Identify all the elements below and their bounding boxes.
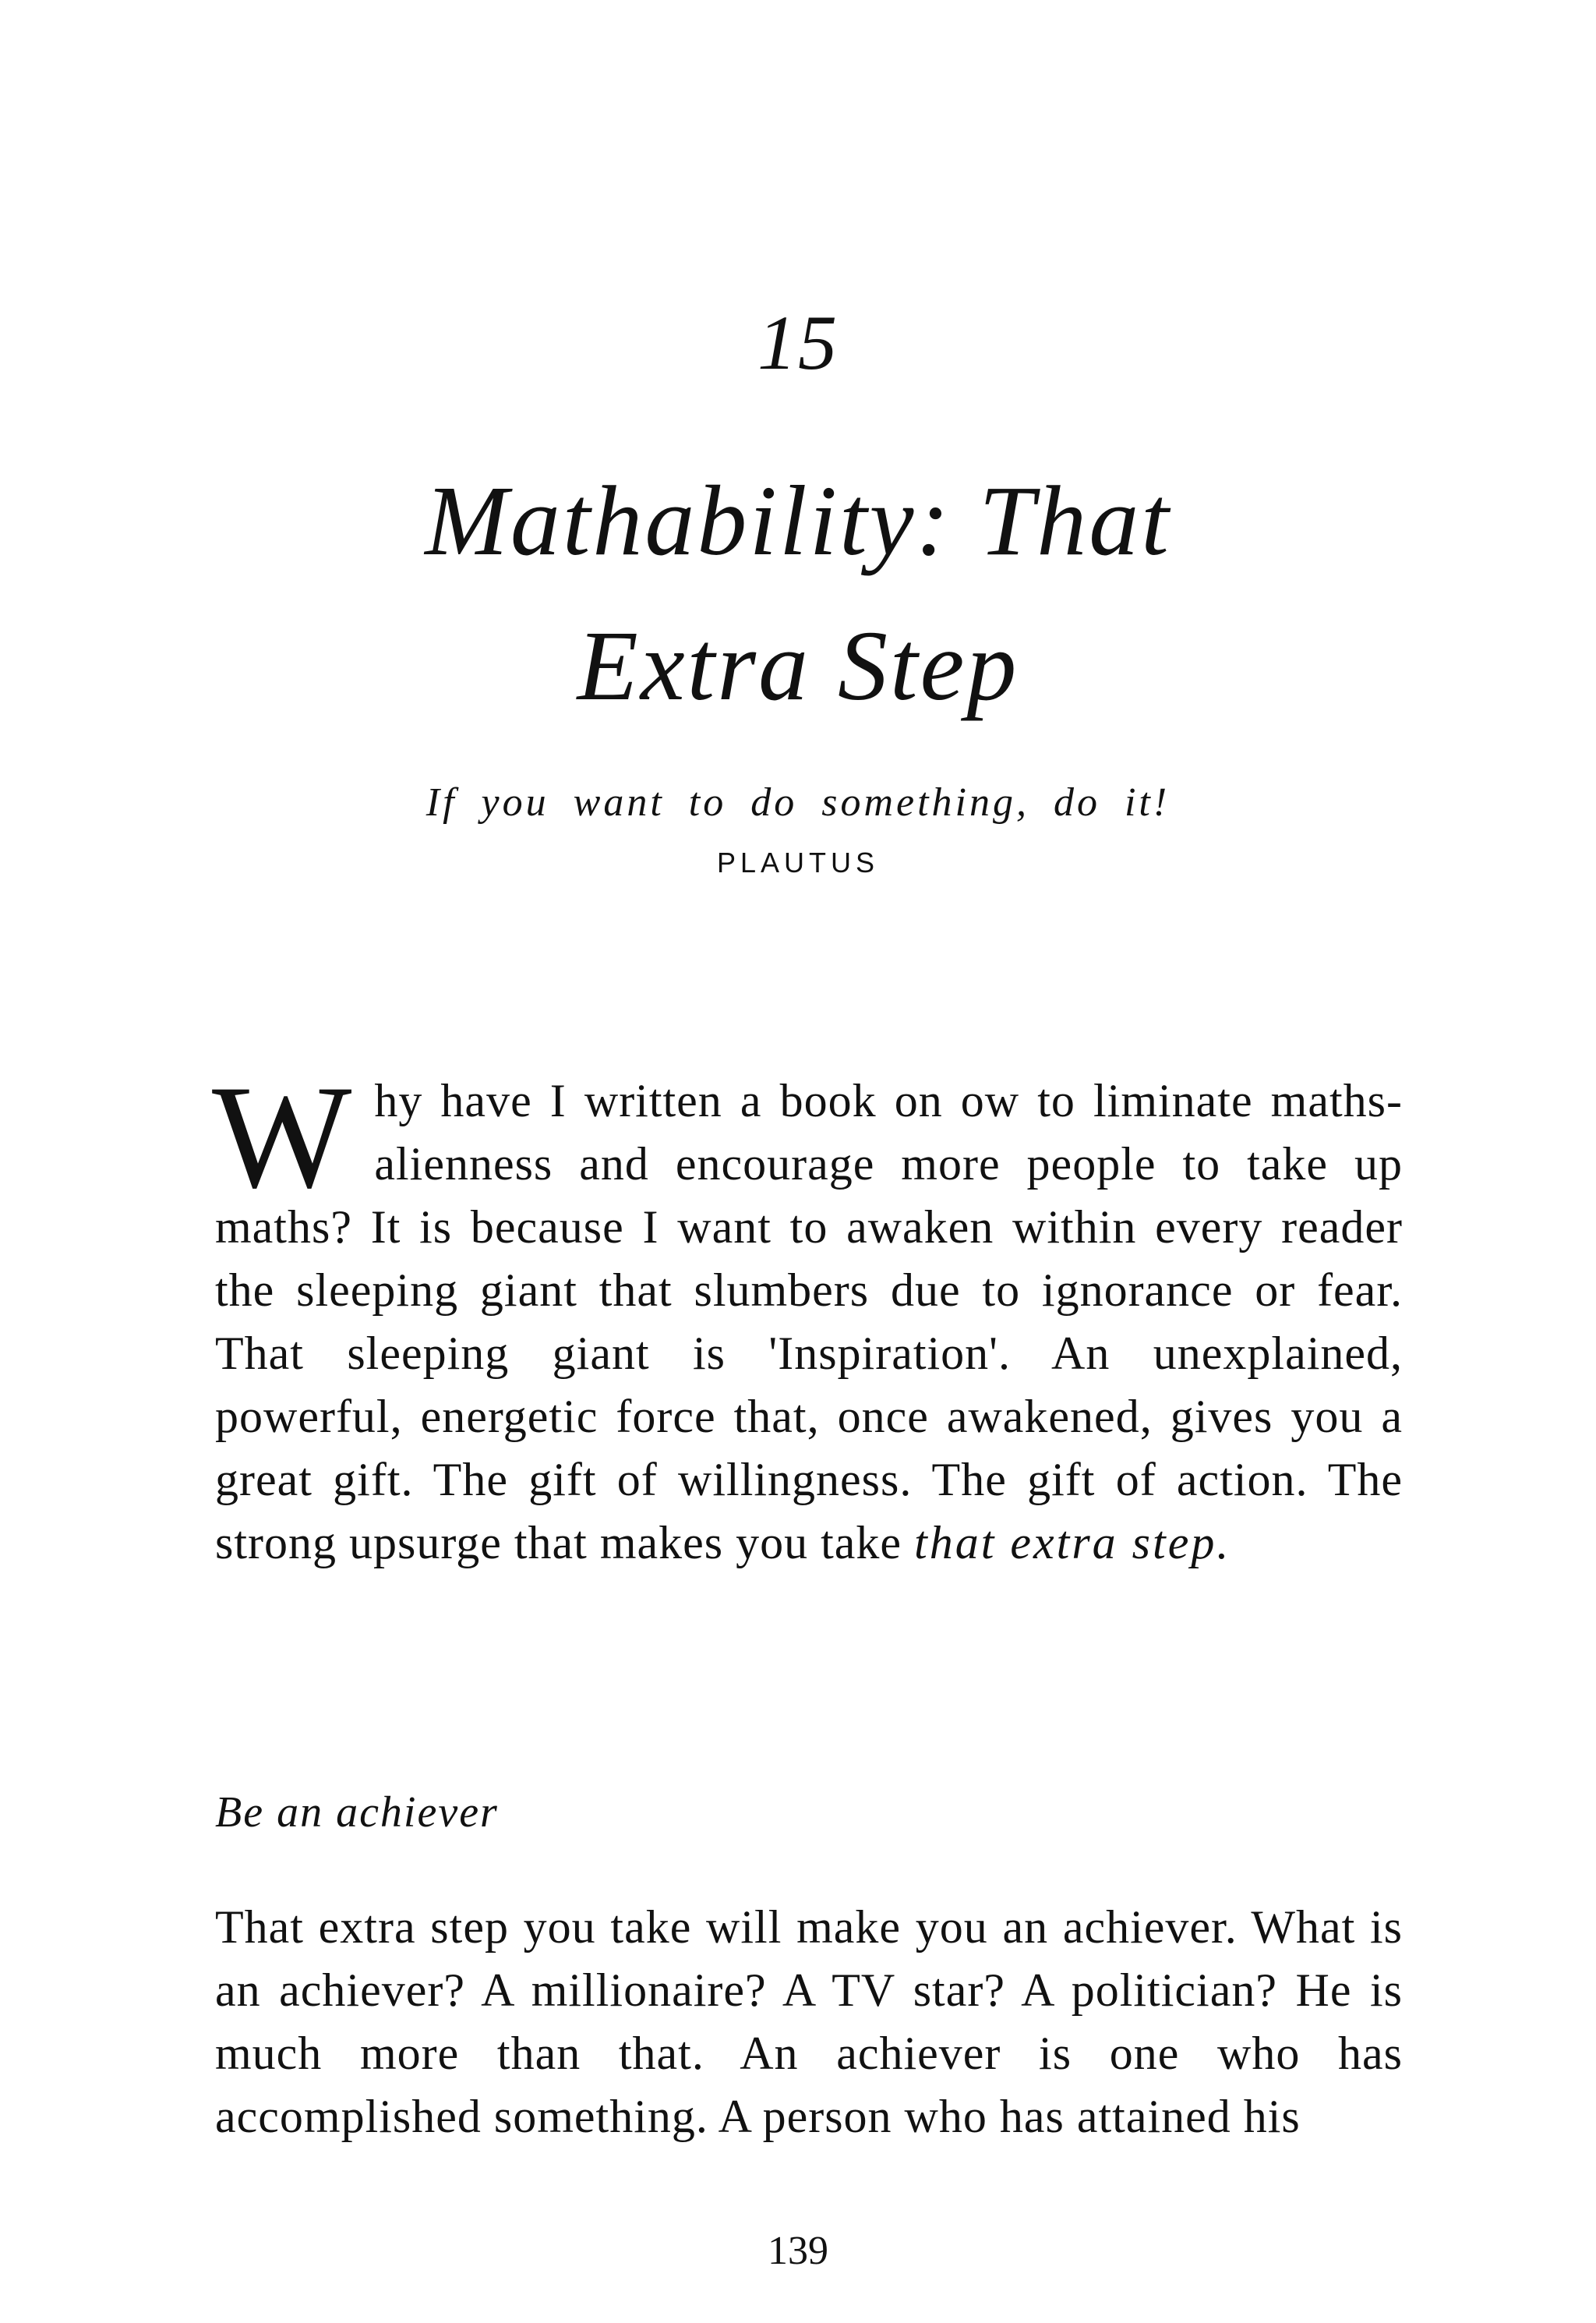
chapter-number: 15 [757, 299, 839, 386]
chapter-title-line-2: Extra Step [577, 610, 1019, 721]
paragraph-2: That extra step you take will make you an achiever. What is an achiever? A millionaire? A TV star? A politician? He is much more than that. An achiever is one who has accomplished something. A person who has attained his [215, 1901, 1403, 2142]
epigraph-quote: If you want to do something, do it! [425, 780, 1171, 825]
paragraph-1 [212, 1055, 1403, 1575]
paragraph-1-text: hy have I written a book on ow to liminate maths-alienness and encourage more people to take up maths? It is because I want to awaken within every reader the sleeping giant that slumbers due to ignorance or fear. That sleeping giant is 'Inspiration'. An unexplained, powerful, energetic force that, once awakened, gives you a great gift. The gift of willingness. The gift of action. The strong upsurge that makes you take [215, 1075, 1403, 1568]
section-heading: Be an achiever [215, 1788, 499, 1837]
epigraph-author: PLAUTUS [716, 847, 880, 879]
page-number: 139 [768, 2229, 828, 2273]
chapter-title [0, 448, 1596, 738]
paragraph-1-emphasis: that extra step. [914, 1517, 1231, 1568]
drop-cap: W [212, 1055, 353, 1219]
chapter-title-line-1: Mathability: That [425, 465, 1171, 576]
